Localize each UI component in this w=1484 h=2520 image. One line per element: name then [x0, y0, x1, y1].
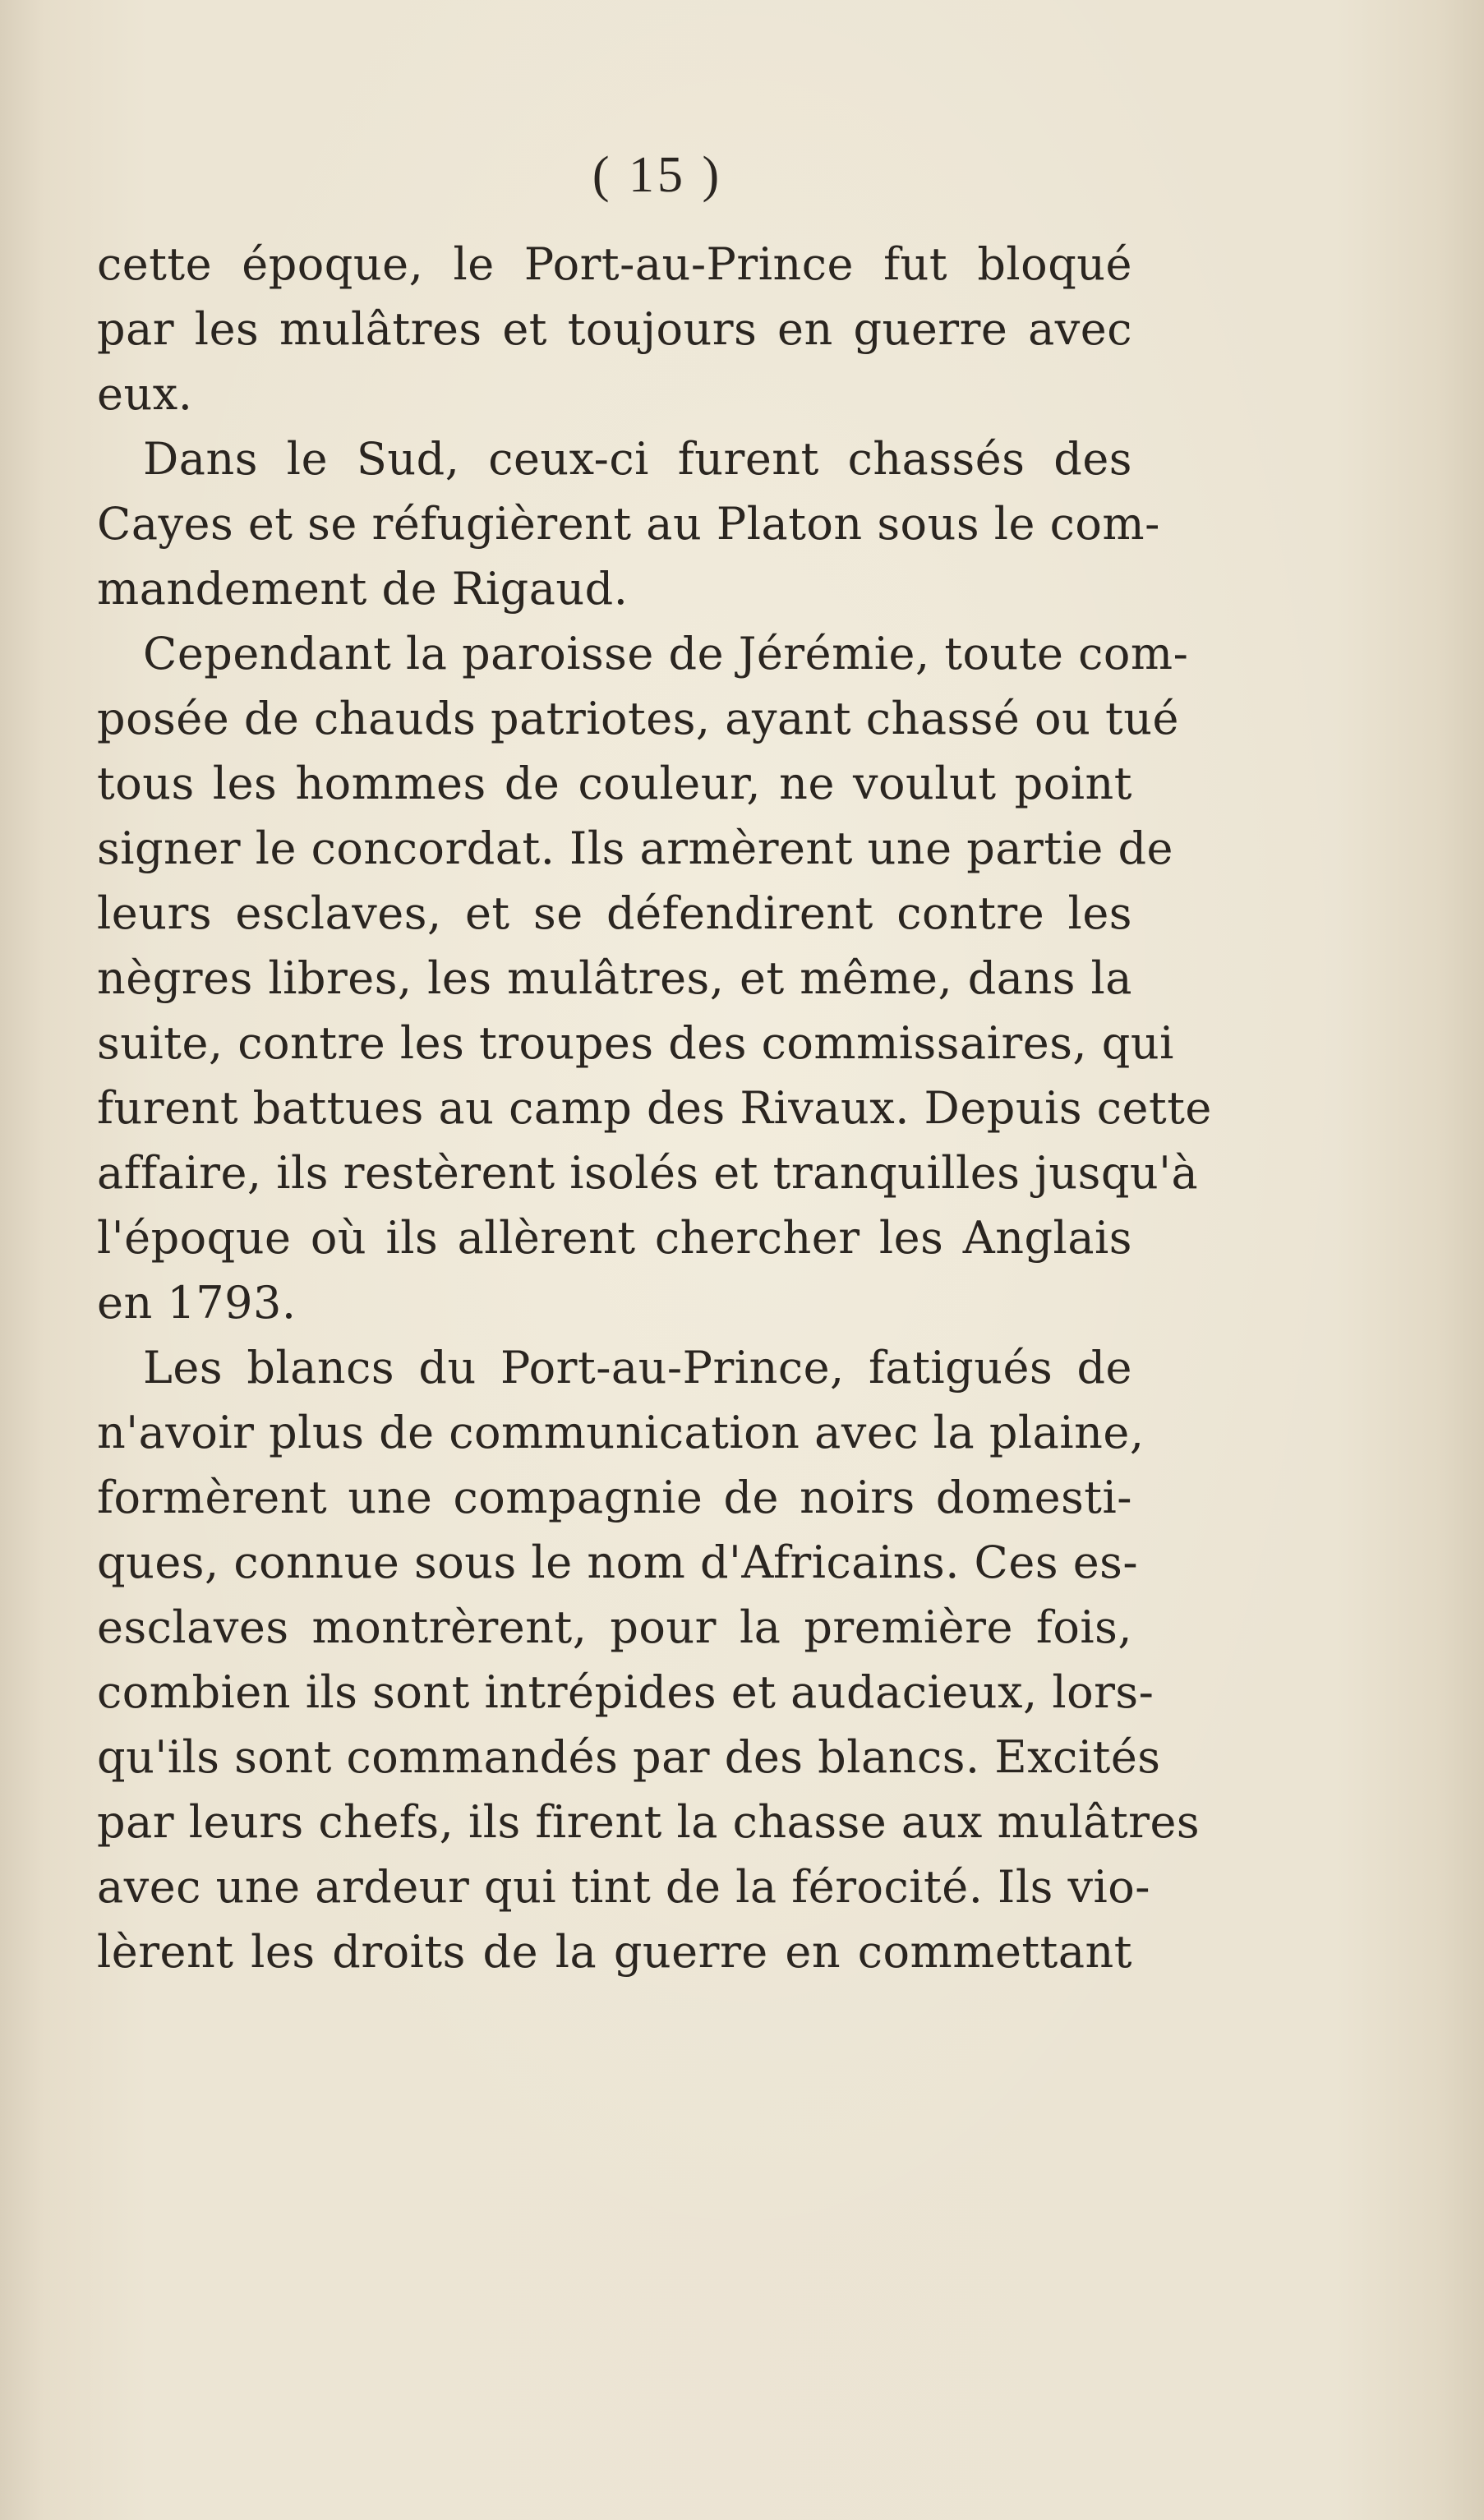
page-number: ( 15 ) [592, 147, 723, 203]
text-line: affaire, ils restèrent isolés et tranquilles jusqu'à [97, 1147, 1199, 1199]
text-line: nègres libres, les mulâtres, et même, dans la [97, 952, 1132, 1004]
text-line: signer le concordat. Ils armèrent une partie de [97, 822, 1173, 874]
text-line: qu'ils sont commandés par des blancs. Excités [97, 1731, 1161, 1783]
text-line: furent battues au camp des Rivaux. Depuis cette [97, 1082, 1212, 1134]
text-line: esclaves montrèrent, pour la première fois, [97, 1601, 1132, 1653]
text-line: Cependant la paroisse de Jérémie, toute com- [143, 628, 1189, 680]
text-line: en 1793. [97, 1277, 297, 1329]
text-line: par les mulâtres et toujours en guerre avec [97, 303, 1132, 355]
text-line: mandement de Rigaud. [97, 563, 629, 615]
text-line: lèrent les droits de la guerre en commettant [97, 1926, 1132, 1978]
text-line: Cayes et se réfugièrent au Platon sous le com- [97, 498, 1160, 550]
text-line: eux. [97, 368, 193, 420]
text-line: suite, contre les troupes des commissaires, qui [97, 1017, 1174, 1069]
text-line: ques, connue sous le nom d'Africains. Ces es- [97, 1536, 1139, 1588]
text-line: leurs esclaves, et se défendirent contre les [97, 887, 1132, 939]
text-line: avec une ardeur qui tint de la férocité. Ils vio- [97, 1861, 1151, 1913]
text-line: n'avoir plus de communication avec la plaine, [97, 1407, 1145, 1458]
text-line: par leurs chefs, ils firent la chasse aux mulâtres [97, 1796, 1201, 1848]
text-line: Les blancs du Port-au-Prince, fatigués de [143, 1342, 1132, 1394]
text-line: combien ils sont intrépides et audacieux, lors- [97, 1666, 1154, 1718]
text-line: l'époque où ils allèrent chercher les Anglais [97, 1212, 1132, 1264]
text-line: tous les hommes de couleur, ne voulut point [97, 758, 1132, 809]
text-line: formèrent une compagnie de noirs domesti- [97, 1472, 1132, 1523]
body-text [97, 232, 1212, 1984]
text-line: cette époque, le Port-au-Prince fut bloqué [97, 238, 1132, 290]
text-line: posée de chauds patriotes, ayant chassé ou tué [97, 693, 1179, 744]
text-line: Dans le Sud, ceux-ci furent chassés des [143, 433, 1132, 485]
